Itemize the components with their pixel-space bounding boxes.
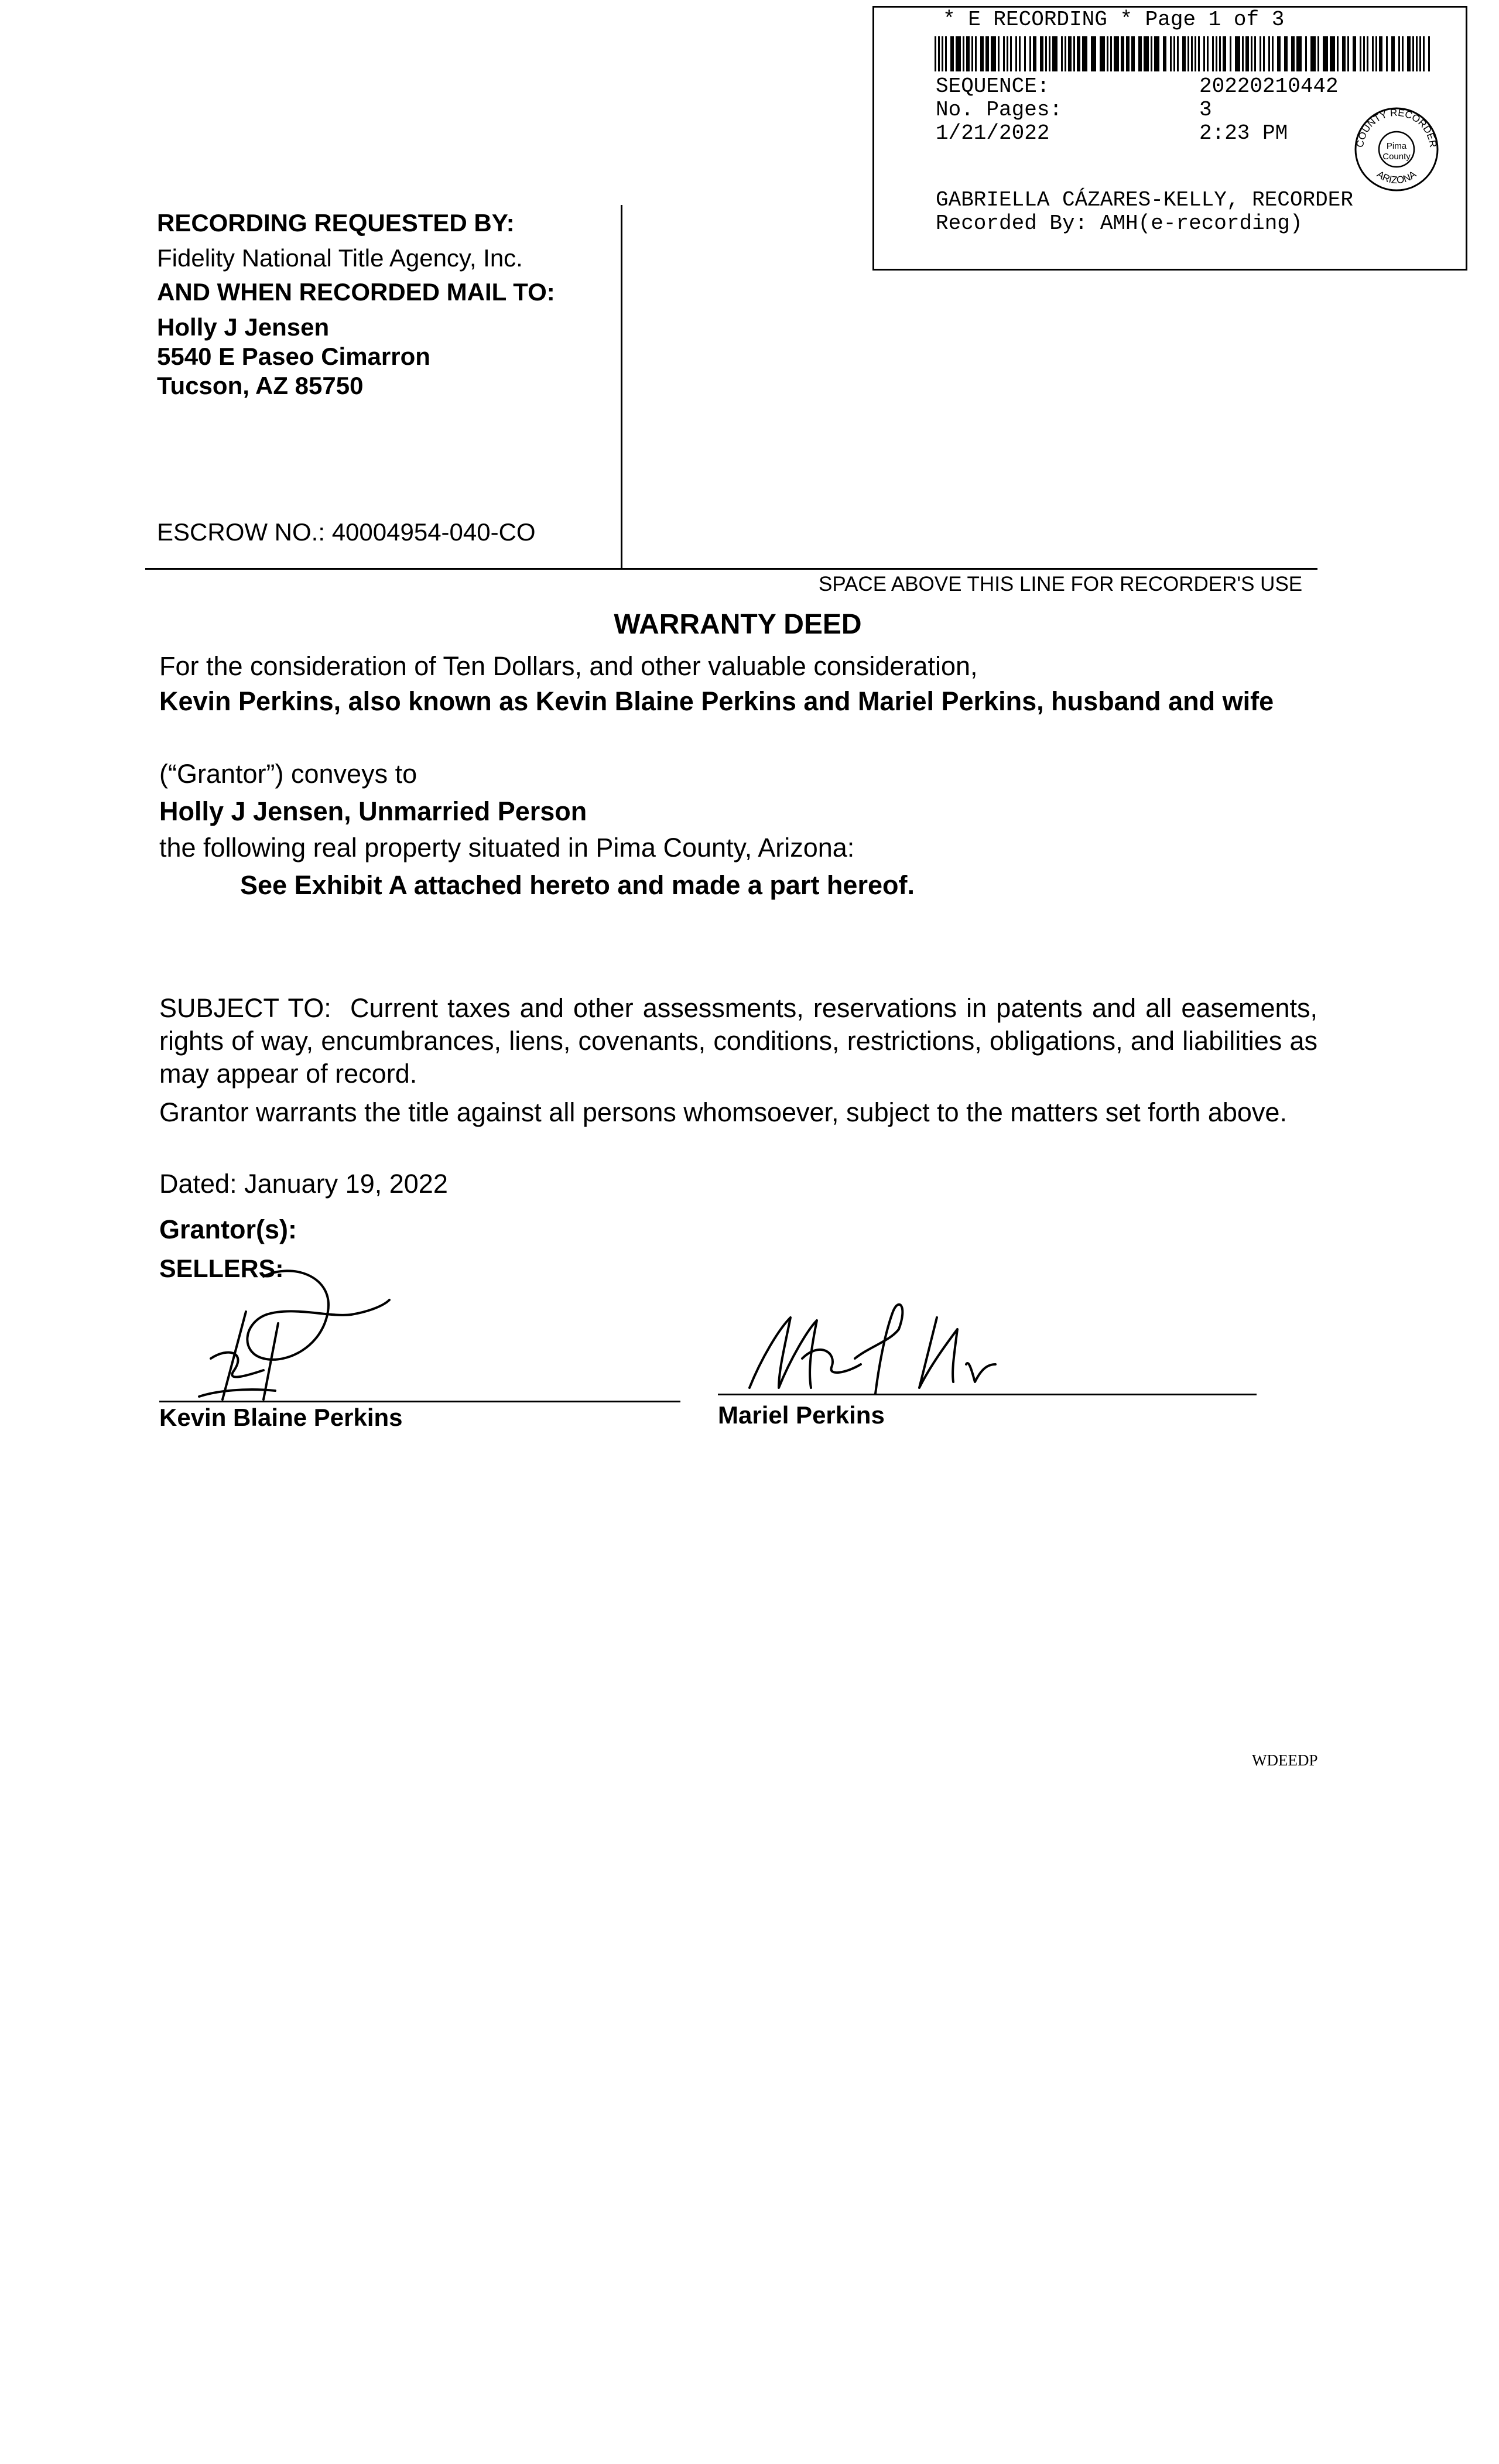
barcode-bar — [1216, 36, 1217, 71]
barcode-bar — [938, 36, 940, 71]
barcode-bar — [1330, 36, 1335, 71]
mail-to-address2: Tucson, AZ 85750 — [157, 372, 364, 399]
barcode-bar — [991, 36, 996, 71]
barcode-bar — [1082, 36, 1087, 71]
kevin-signature-line — [159, 1401, 680, 1402]
barcode-bar — [1398, 36, 1400, 71]
barcode-bar — [1245, 36, 1249, 71]
barcode-bar — [1353, 36, 1356, 71]
seal-center-line1: Pima — [1386, 141, 1407, 151]
barcode-bar — [1144, 36, 1149, 71]
recording-time: 2:23 PM — [1199, 121, 1288, 145]
barcode-bar — [1019, 36, 1021, 71]
barcode-bar — [1024, 36, 1026, 71]
barcode-bar — [1065, 36, 1066, 71]
barcode-bar — [1223, 36, 1226, 71]
barcode-bar — [1154, 36, 1159, 71]
barcode-bar — [950, 36, 954, 71]
barcode-bar — [1040, 36, 1043, 71]
sequence-value: 20220210442 — [1199, 74, 1339, 98]
recording-header: * E RECORDING * Page 1 of 3 — [943, 8, 1285, 32]
deed-title: WARRANTY DEED — [614, 609, 862, 640]
sellers-label: SELLERS: — [159, 1255, 284, 1283]
property-intro: the following real property situated in Pima County, Arizona: — [159, 833, 855, 863]
recorder-name: GABRIELLA CÁZARES-KELLY, RECORDER — [936, 188, 1353, 212]
barcode-bar — [1419, 36, 1421, 71]
barcode-bar — [1428, 36, 1430, 71]
barcode-bar — [1363, 36, 1365, 71]
barcode-bar — [975, 36, 977, 71]
barcode-bar — [1291, 36, 1295, 71]
barcode-bar — [1367, 36, 1368, 71]
barcode-bar — [1187, 36, 1189, 71]
barcode-bar — [1402, 36, 1404, 71]
barcode-bar — [1360, 36, 1361, 71]
mariel-perkins-signature — [744, 1294, 1048, 1399]
exhibit-reference: See Exhibit A attached hereto and made a part hereof. — [240, 870, 915, 900]
barcode-bar — [1207, 36, 1209, 71]
barcode-bar — [956, 36, 961, 71]
barcode-bar — [1010, 36, 1012, 71]
barcode-bar — [1091, 36, 1096, 71]
barcode-bar — [1412, 36, 1414, 71]
barcode-bar — [1007, 36, 1008, 71]
barcode-bar — [1126, 36, 1130, 71]
sequence-label: SEQUENCE: — [936, 74, 1050, 98]
barcode-bar — [1219, 36, 1221, 71]
barcode-bar — [1296, 36, 1302, 71]
barcode-bar — [1254, 36, 1256, 71]
barcode-bar — [1110, 36, 1112, 71]
barcode-bar — [1061, 36, 1063, 71]
barcode-bar — [1379, 36, 1382, 71]
grantor-names: Kevin Perkins, also known as Kevin Blaine Perkins and Mariel Perkins, husband and wife — [159, 686, 1274, 716]
grantors-label: Grantor(s): — [159, 1214, 297, 1244]
barcode-bar — [1284, 36, 1288, 71]
mail-to-name: Holly J Jensen — [157, 313, 330, 341]
recording-date: 1/21/2022 — [936, 121, 1050, 145]
barcode-bar — [1323, 36, 1328, 71]
barcode-bar — [1077, 36, 1080, 71]
barcode-bar — [1263, 36, 1265, 71]
barcode-bar — [1191, 36, 1193, 71]
mail-to-label: AND WHEN RECORDED MAIL TO: — [157, 278, 555, 306]
barcode-bar — [1131, 36, 1135, 71]
recorded-by: Recorded By: AMH(e-recording) — [936, 211, 1303, 235]
seal-outer-top-text: COUNTY RECORDER — [1354, 107, 1439, 149]
subject-to-paragraph: SUBJECT TO: Current taxes and other assessments, reservations in patents and all easements, rights of way, encumbrances, liens, covenants, conditions, restrictions, obligations, and liabilities as may appear of record. — [159, 993, 1325, 1089]
barcode-bar — [1138, 36, 1142, 71]
conveys-text: (“Grantor”) conveys to — [159, 759, 417, 789]
header-vertical-divider — [621, 205, 622, 568]
mariel-signature-line — [718, 1394, 1257, 1395]
barcode-bar — [1049, 36, 1050, 71]
barcode-bar — [1386, 36, 1388, 71]
barcode-bar — [1163, 36, 1166, 71]
barcode-bar — [1198, 36, 1200, 71]
signer1-name: Kevin Blaine Perkins — [159, 1404, 403, 1431]
svg-text:ARIZONA — [1375, 169, 1419, 186]
requested-by-value: Fidelity National Title Agency, Inc. — [157, 244, 523, 272]
barcode-bar — [1310, 36, 1316, 71]
barcode-bar — [1177, 36, 1179, 71]
barcode-bar — [1029, 36, 1031, 71]
pages-value: 3 — [1199, 98, 1212, 122]
consideration-text: For the consideration of Ten Dollars, and other valuable consideration, — [159, 651, 978, 681]
barcode-bar — [1182, 36, 1186, 71]
barcode-bar — [966, 36, 970, 71]
barcode-bar — [1151, 36, 1152, 71]
barcode-bar — [971, 36, 973, 71]
barcode-bar — [963, 36, 964, 71]
barcode-bar — [1100, 36, 1105, 71]
barcode-bar — [1173, 36, 1175, 71]
barcode-bar — [1305, 36, 1307, 71]
barcode-bar — [1230, 36, 1231, 71]
barcode-bar — [1337, 36, 1339, 71]
barcode-bar — [980, 36, 984, 71]
barcode-bar — [1068, 36, 1072, 71]
barcode-bar — [1073, 36, 1075, 71]
barcode-bar — [1212, 36, 1214, 71]
escrow-value: 40004954-040-CO — [331, 518, 536, 546]
dated-line: Dated: January 19, 2022 — [159, 1169, 448, 1199]
recorder-space-note: SPACE ABOVE THIS LINE FOR RECORDER'S USE — [819, 573, 1303, 596]
county-seal-icon — [1353, 105, 1440, 193]
escrow-label: ESCROW NO.: — [157, 518, 326, 546]
seal-outer-bottom-text: ARIZONA — [1374, 168, 1419, 186]
escrow-number — [157, 518, 536, 547]
barcode-bar — [1375, 36, 1377, 71]
barcode — [935, 36, 1433, 71]
barcode-bar — [1195, 36, 1196, 71]
barcode-bar — [1033, 36, 1036, 71]
kevin-perkins-signature — [176, 1259, 398, 1405]
barcode-bar — [1235, 36, 1240, 71]
mail-to-address1: 5540 E Paseo Cimarron — [157, 343, 430, 370]
requested-by-label: RECORDING REQUESTED BY: — [157, 209, 515, 237]
signer2-name: Mariel Perkins — [718, 1401, 885, 1429]
warranty-paragraph: Grantor warrants the title against all persons whomsoever, subject to the matters set forth above. — [159, 1097, 1287, 1127]
barcode-bar — [1277, 36, 1281, 71]
barcode-bar — [1391, 36, 1395, 71]
recorder-space-divider — [145, 568, 1317, 570]
barcode-bar — [1203, 36, 1205, 71]
seal-center-line2: County — [1382, 152, 1411, 162]
barcode-bar — [985, 36, 989, 71]
barcode-bar — [935, 36, 936, 71]
form-code: WDEEDP — [1252, 1751, 1318, 1769]
barcode-bar — [942, 36, 943, 71]
barcode-bar — [1407, 36, 1411, 71]
barcode-bar — [1347, 36, 1349, 71]
barcode-bar — [1107, 36, 1108, 71]
pages-label: No. Pages: — [936, 98, 1063, 122]
barcode-bar — [1015, 36, 1017, 71]
barcode-bar — [1416, 36, 1418, 71]
barcode-bar — [1003, 36, 1005, 71]
barcode-bar — [1317, 36, 1319, 71]
barcode-bar — [1423, 36, 1425, 71]
barcode-bar — [1342, 36, 1346, 71]
barcode-bar — [1052, 36, 1057, 71]
barcode-bar — [1170, 36, 1172, 71]
barcode-bar — [945, 36, 947, 71]
barcode-bar — [1045, 36, 1047, 71]
barcode-bar — [1260, 36, 1261, 71]
barcode-bar — [1251, 36, 1252, 71]
barcode-bar — [1114, 36, 1119, 71]
barcode-bar — [1268, 36, 1270, 71]
grantee-name: Holly J Jensen, Unmarried Person — [159, 796, 587, 826]
barcode-bar — [998, 36, 1000, 71]
barcode-bar — [1372, 36, 1374, 71]
barcode-bar — [1272, 36, 1274, 71]
barcode-bar — [1121, 36, 1124, 71]
barcode-bar — [1242, 36, 1244, 71]
